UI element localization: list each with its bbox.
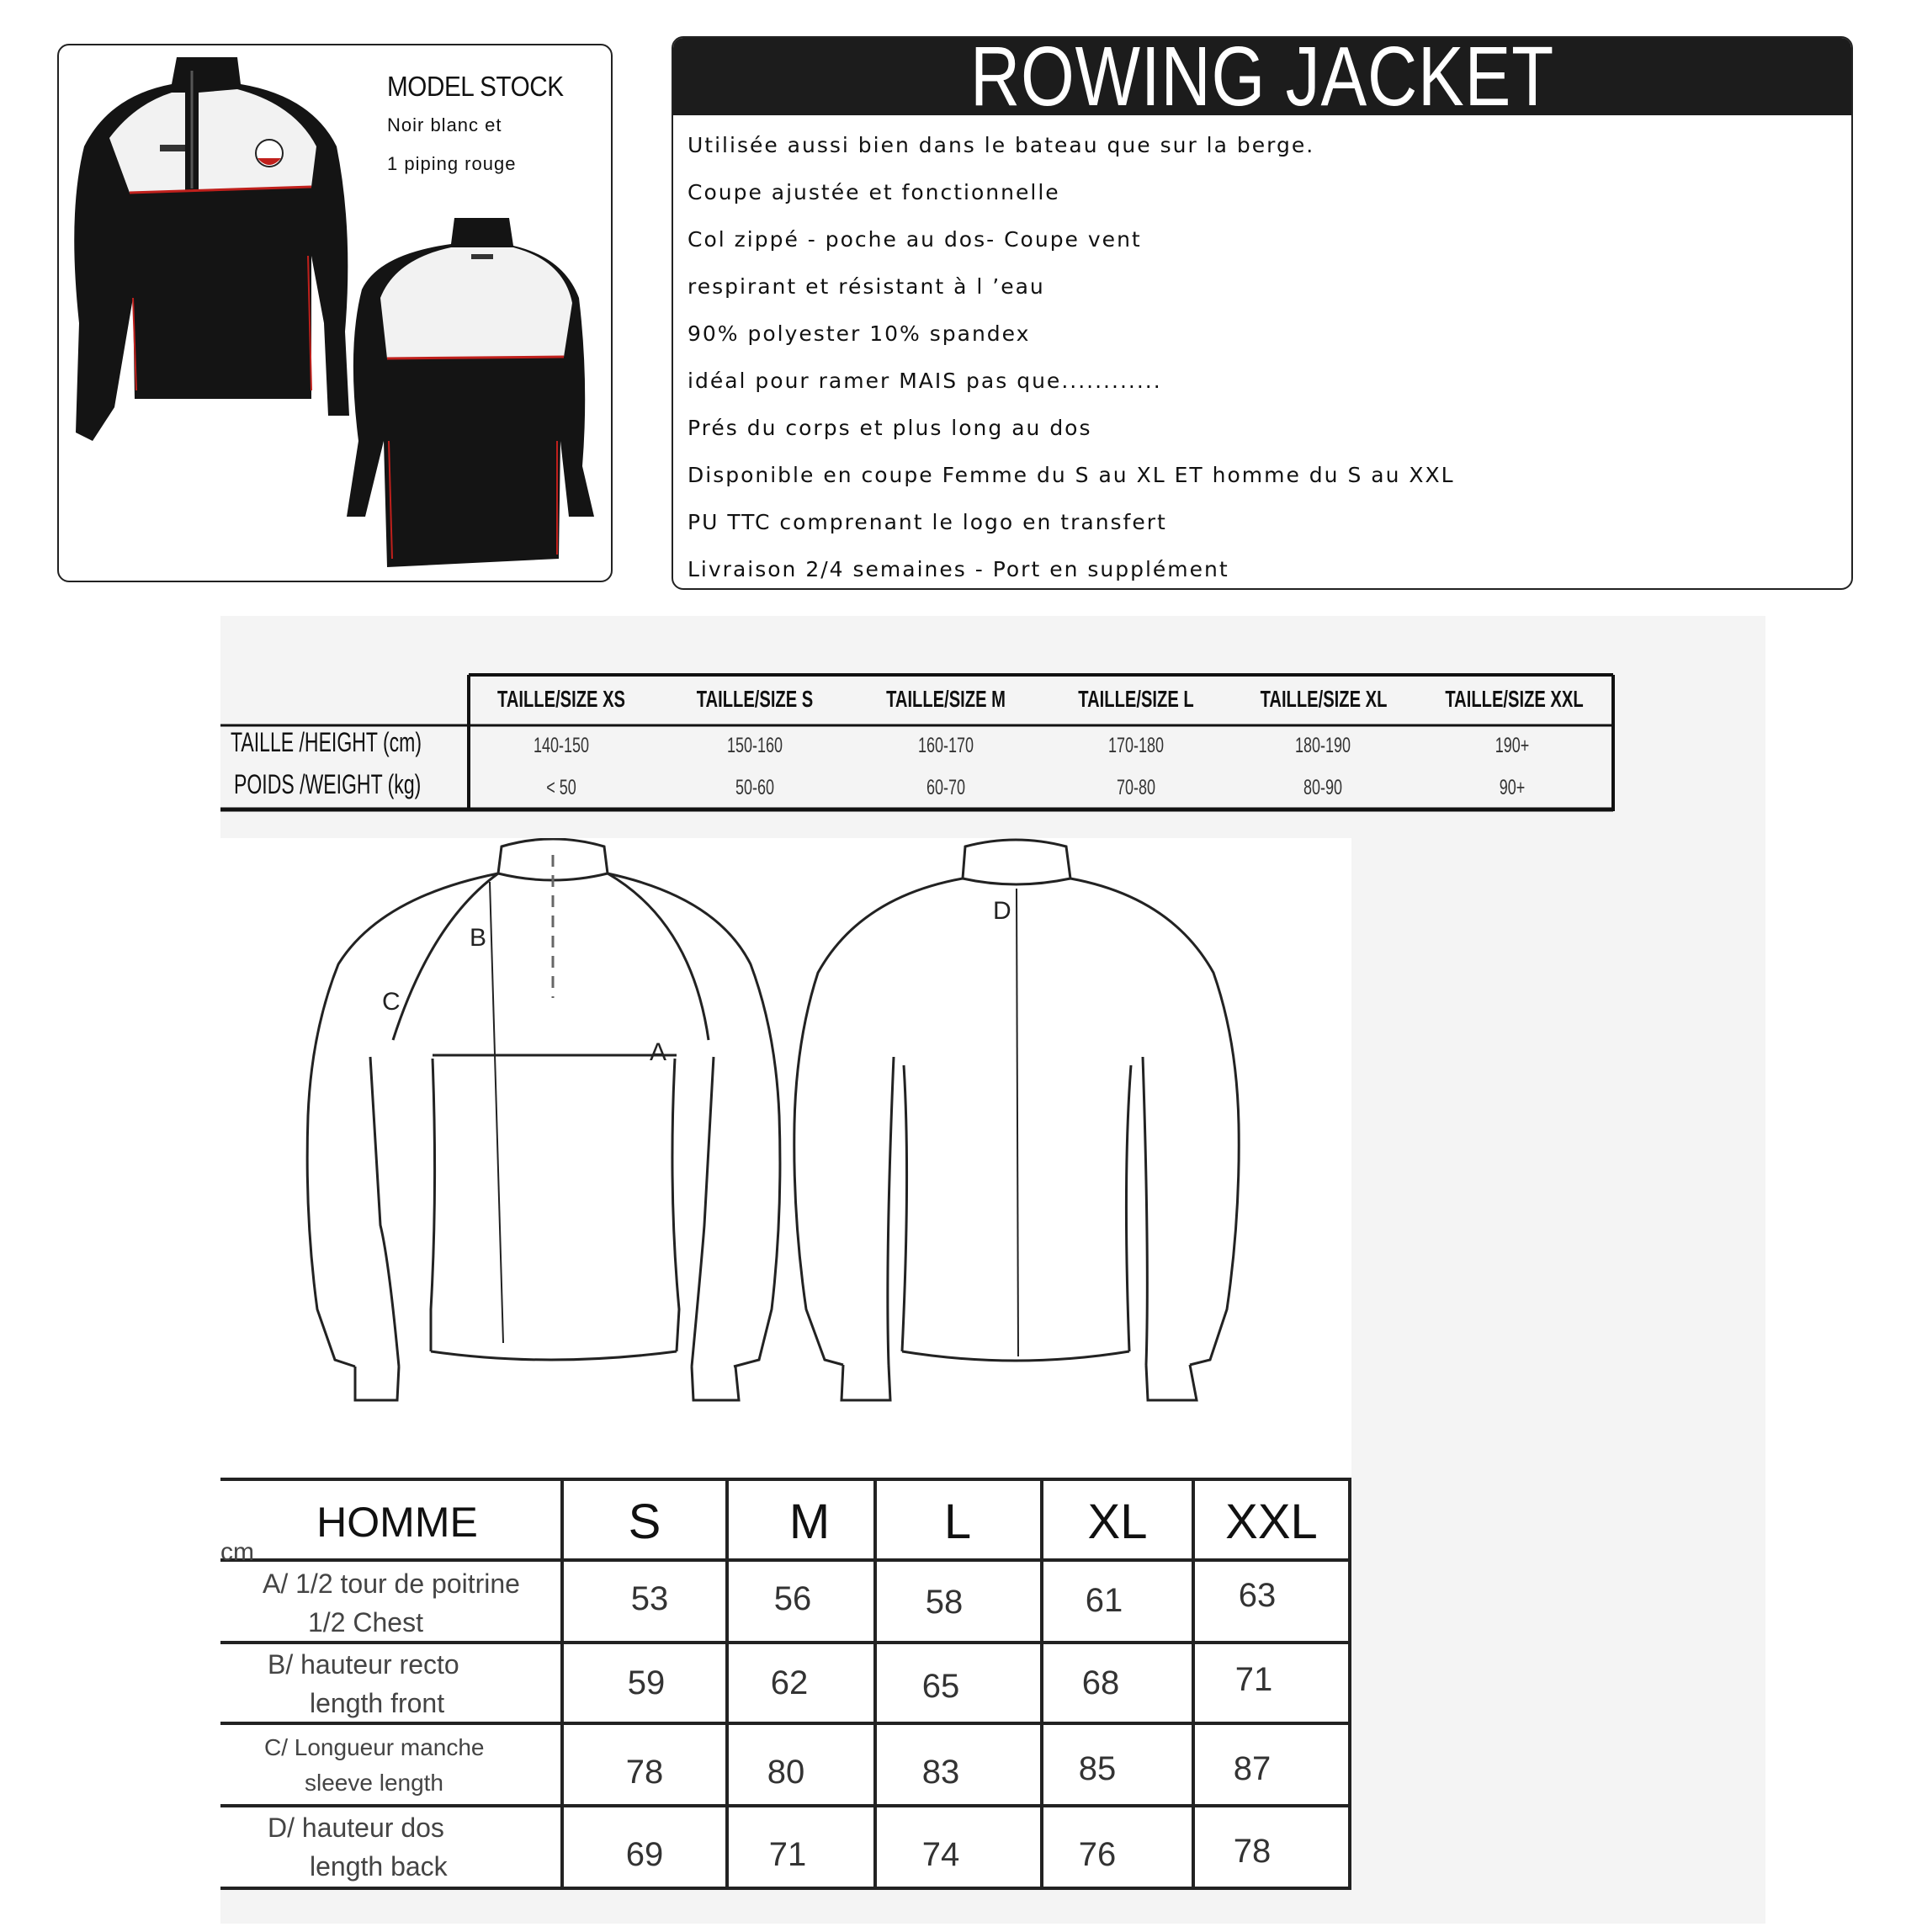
size-header-m: TAILLE/SIZE M xyxy=(886,686,1006,712)
product-photo-panel xyxy=(57,44,613,582)
value-cell: 78 xyxy=(1233,1833,1272,1870)
height-row-label: TAILLE /HEIGHT (cm) xyxy=(231,727,422,757)
description-line: Livraison 2/4 semaines - Port en supplément xyxy=(688,557,1229,581)
model-line-2: Noir blanc et xyxy=(387,114,502,135)
jacket-back-photo xyxy=(347,218,594,567)
weight-cell: 90+ xyxy=(1499,776,1526,799)
label-b: B xyxy=(470,924,487,952)
size-header-xs: TAILLE/SIZE XS xyxy=(497,686,625,712)
homme-measurement-table xyxy=(220,1478,1351,1890)
description-line: Prés du corps et plus long au dos xyxy=(688,416,1092,440)
value-cell: 53 xyxy=(630,1580,669,1617)
value-cell: 76 xyxy=(1078,1836,1117,1873)
label-c: C xyxy=(382,988,401,1016)
size-header-xxl: TAILLE/SIZE XXL xyxy=(1445,686,1584,712)
description-line: Disponible en coupe Femme du S au XL ET homme du S au XXL xyxy=(688,463,1455,487)
value-cell: 74 xyxy=(921,1836,960,1873)
label-d: D xyxy=(993,897,1011,925)
value-cell: 83 xyxy=(921,1754,960,1791)
description-line: 90% polyester 10% spandex xyxy=(688,321,1031,346)
value-cell: 59 xyxy=(627,1664,666,1701)
value-cell: 65 xyxy=(921,1668,960,1705)
value-cell: 71 xyxy=(1234,1661,1273,1698)
title-bar xyxy=(673,36,1851,124)
size-header-xl: TAILLE/SIZE XL xyxy=(1260,686,1388,712)
weight-cell: < 50 xyxy=(546,776,576,799)
description-line: respirant et résistant à l ’eau xyxy=(688,274,1045,299)
size-header-s: TAILLE/SIZE S xyxy=(696,686,814,712)
product-description-panel xyxy=(672,36,1853,590)
row-c-label-fr: C/ Longueur manche xyxy=(264,1734,485,1760)
value-cell: 78 xyxy=(625,1754,664,1791)
row-b-label-fr: B/ hauteur recto xyxy=(268,1649,459,1680)
model-line-3: 1 piping rouge xyxy=(387,153,517,174)
height-cell: 190+ xyxy=(1495,734,1530,757)
jacket-line-drawings xyxy=(220,838,1351,1478)
back-jacket-drawing xyxy=(794,840,1239,1400)
description-line: idéal pour ramer MAIS pas que............ xyxy=(688,369,1162,393)
row-d-label-en: length back xyxy=(310,1851,448,1882)
value-cell: 68 xyxy=(1081,1664,1120,1701)
value-cell: 56 xyxy=(773,1580,812,1617)
model-line-1: MODEL STOCK xyxy=(387,71,564,102)
value-cell: 85 xyxy=(1078,1750,1117,1787)
weight-cell: 80-90 xyxy=(1303,776,1343,799)
description-line: Utilisée aussi bien dans le bateau que sur la berge. xyxy=(688,133,1315,157)
value-cell: 61 xyxy=(1085,1582,1123,1619)
value-cell: 63 xyxy=(1238,1577,1277,1614)
height-cell: 140-150 xyxy=(533,734,590,757)
value-cell: 87 xyxy=(1233,1750,1272,1787)
front-jacket-drawing xyxy=(307,839,780,1400)
jacket-front-photo xyxy=(74,57,349,441)
size-col-m: M xyxy=(788,1494,831,1549)
value-cell: 62 xyxy=(770,1664,809,1701)
weight-cell: 70-80 xyxy=(1116,776,1156,799)
label-a: A xyxy=(650,1038,667,1066)
size-col-xl: XL xyxy=(1087,1494,1148,1549)
measurement-diagram xyxy=(220,838,1351,1478)
weight-row-label: POIDS /WEIGHT (kg) xyxy=(234,769,422,799)
description-line: Col zippé - poche au dos- Coupe vent xyxy=(688,227,1142,252)
size-header-l: TAILLE/SIZE L xyxy=(1078,686,1194,712)
product-title: ROWING JACKET xyxy=(969,36,1555,124)
row-d-label-fr: D/ hauteur dos xyxy=(268,1813,444,1843)
row-c-label-en: sleeve length xyxy=(305,1770,444,1796)
value-cell: 80 xyxy=(767,1754,805,1791)
height-cell: 150-160 xyxy=(726,734,783,757)
weight-cell: 60-70 xyxy=(926,776,966,799)
row-b-label-en: length front xyxy=(310,1688,445,1718)
description-list xyxy=(688,122,1840,590)
size-col-l: L xyxy=(943,1494,972,1549)
description-line: Coupe ajustée et fonctionnelle xyxy=(688,180,1060,204)
value-cell: 69 xyxy=(625,1836,664,1873)
height-cell: 160-170 xyxy=(917,734,974,757)
value-cell: 58 xyxy=(925,1584,964,1621)
model-description xyxy=(387,67,597,183)
size-col-s: S xyxy=(628,1494,661,1549)
height-cell: 170-180 xyxy=(1107,734,1165,757)
row-a-label-en: 1/2 Chest xyxy=(308,1607,423,1637)
weight-cell: 50-60 xyxy=(735,776,775,799)
description-line: PU TTC comprenant le logo en transfert xyxy=(688,510,1167,534)
height-cell: 180-190 xyxy=(1294,734,1351,757)
value-cell: 71 xyxy=(768,1836,807,1873)
table-title: HOMME xyxy=(316,1499,478,1546)
size-col-xxl: XXL xyxy=(1225,1494,1318,1549)
unit-label: cm xyxy=(220,1538,254,1566)
row-a-label-fr: A/ 1/2 tour de poitrine xyxy=(263,1568,520,1599)
